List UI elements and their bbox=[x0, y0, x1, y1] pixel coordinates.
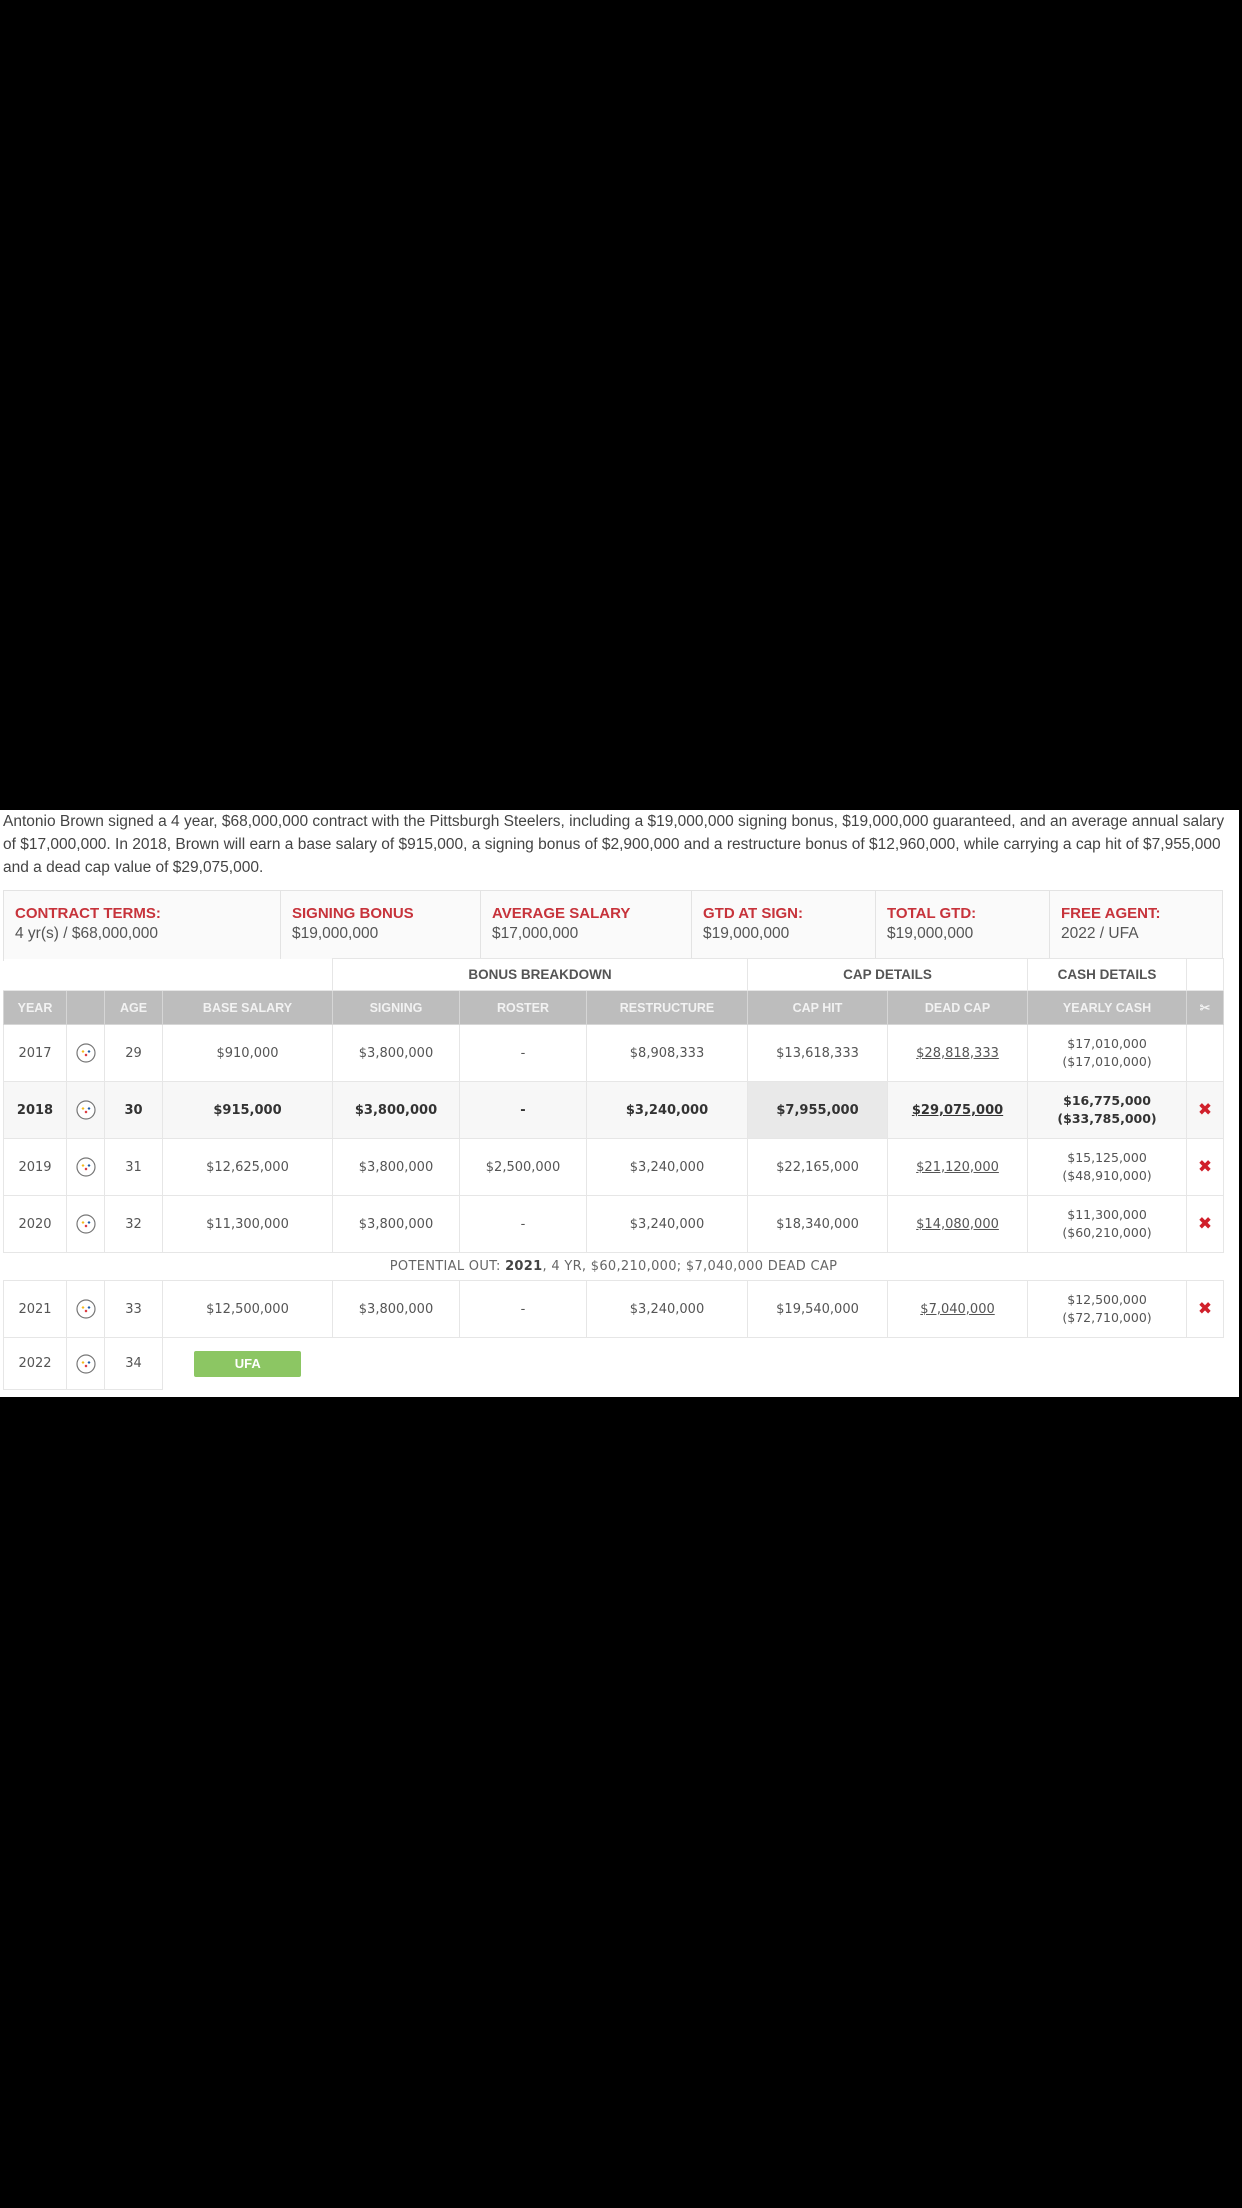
cut-icon[interactable]: ✖ bbox=[1197, 1214, 1213, 1234]
cell-year: 2020 bbox=[4, 1196, 67, 1253]
cell-roster: $2,500,000 bbox=[460, 1139, 587, 1196]
cell-age: 32 bbox=[105, 1196, 163, 1253]
cell-year: 2021 bbox=[4, 1281, 67, 1338]
cell-age: 34 bbox=[105, 1338, 163, 1390]
cell-dead-cap bbox=[888, 1196, 1028, 1253]
col-dead-cap[interactable]: DEAD CAP bbox=[888, 991, 1028, 1025]
cell-age: 30 bbox=[105, 1082, 163, 1139]
term-value: $19,000,000 bbox=[292, 925, 379, 942]
cell-restructure: $3,240,000 bbox=[587, 1281, 748, 1338]
col-base-salary[interactable]: BASE SALARY bbox=[163, 991, 333, 1025]
cell-signing: $3,800,000 bbox=[333, 1196, 460, 1253]
yearly-cash: $17,010,000 bbox=[1067, 1036, 1147, 1051]
potential-out-year: 2021 bbox=[505, 1259, 543, 1274]
cell-roster: - bbox=[460, 1082, 587, 1139]
cumulative-cash: ($17,010,000) bbox=[1062, 1054, 1152, 1069]
term-label: TOTAL GTD: bbox=[887, 905, 977, 922]
steelers-logo-icon bbox=[76, 1354, 96, 1374]
cell-team bbox=[67, 1082, 105, 1139]
cell-dead-cap bbox=[888, 1082, 1028, 1139]
dead-cap-link[interactable]: $14,080,000 bbox=[916, 1216, 999, 1232]
group-bonus-breakdown: BONUS BREAKDOWN bbox=[333, 959, 748, 991]
cut-icon[interactable]: ✖ bbox=[1197, 1100, 1213, 1120]
table-row bbox=[4, 1025, 1224, 1082]
col-cap-hit[interactable]: CAP HIT bbox=[748, 991, 888, 1025]
term-signing-bonus bbox=[280, 891, 480, 960]
cell-roster: - bbox=[460, 1025, 587, 1082]
contract-panel bbox=[0, 810, 1242, 1397]
group-header-row bbox=[4, 959, 1224, 991]
cell-age: 33 bbox=[105, 1281, 163, 1338]
term-value: $19,000,000 bbox=[703, 925, 790, 942]
cell-dead-cap bbox=[888, 1025, 1028, 1082]
cell-yearly-cash bbox=[1028, 1082, 1187, 1139]
cell-cap-hit: $22,165,000 bbox=[748, 1139, 888, 1196]
cell-signing: $3,800,000 bbox=[333, 1139, 460, 1196]
potential-out-prefix: POTENTIAL OUT: bbox=[389, 1259, 506, 1274]
yearly-cash: $15,125,000 bbox=[1067, 1150, 1147, 1165]
contract-table bbox=[3, 958, 1224, 1390]
cell-cut bbox=[1187, 1139, 1224, 1196]
dead-cap-link[interactable]: $21,120,000 bbox=[916, 1159, 999, 1175]
cell-restructure: $3,240,000 bbox=[587, 1139, 748, 1196]
cell-team bbox=[67, 1025, 105, 1082]
cumulative-cash: ($72,710,000) bbox=[1062, 1310, 1152, 1325]
cell-cut bbox=[1187, 1082, 1224, 1139]
term-value: $17,000,000 bbox=[492, 925, 579, 942]
cell-cut bbox=[1187, 1196, 1224, 1253]
cell-yearly-cash bbox=[1028, 1025, 1187, 1082]
steelers-logo-icon bbox=[76, 1100, 96, 1120]
cell-restructure: $8,908,333 bbox=[587, 1025, 748, 1082]
cut-icon[interactable]: ✖ bbox=[1197, 1299, 1213, 1319]
dead-cap-link[interactable]: $28,818,333 bbox=[916, 1045, 999, 1061]
table-row bbox=[4, 1082, 1224, 1139]
term-free-agent bbox=[1049, 891, 1222, 960]
cumulative-cash: ($48,910,000) bbox=[1062, 1168, 1152, 1183]
cell-year: 2019 bbox=[4, 1139, 67, 1196]
col-restructure[interactable]: RESTRUCTURE bbox=[587, 991, 748, 1025]
col-yearly-cash[interactable]: YEARLY CASH bbox=[1028, 991, 1187, 1025]
cell-signing: $3,800,000 bbox=[333, 1281, 460, 1338]
potential-out-row bbox=[4, 1253, 1224, 1281]
steelers-logo-icon bbox=[76, 1043, 96, 1063]
cell-roster: - bbox=[460, 1196, 587, 1253]
cell-base-salary: $11,300,000 bbox=[163, 1196, 333, 1253]
term-value: $19,000,000 bbox=[887, 925, 974, 942]
cell-base-salary: $915,000 bbox=[163, 1082, 333, 1139]
term-contract bbox=[4, 891, 280, 960]
col-signing[interactable]: SIGNING bbox=[333, 991, 460, 1025]
col-age[interactable]: AGE bbox=[105, 991, 163, 1025]
cell-year: 2022 bbox=[4, 1338, 67, 1390]
cell-cap-hit: $18,340,000 bbox=[748, 1196, 888, 1253]
cell-restructure: $3,240,000 bbox=[587, 1082, 748, 1139]
term-label: GTD AT SIGN: bbox=[703, 905, 803, 922]
cumulative-cash: ($33,785,000) bbox=[1057, 1111, 1157, 1126]
cumulative-cash: ($60,210,000) bbox=[1062, 1225, 1152, 1240]
cell-ufa bbox=[163, 1338, 333, 1390]
cell-team bbox=[67, 1196, 105, 1253]
yearly-cash: $11,300,000 bbox=[1067, 1207, 1147, 1222]
term-average-salary bbox=[480, 891, 691, 960]
term-gtd-at-sign bbox=[691, 891, 875, 960]
group-cap-details: CAP DETAILS bbox=[748, 959, 1028, 991]
cell-base-salary: $910,000 bbox=[163, 1025, 333, 1082]
cell-restructure: $3,240,000 bbox=[587, 1196, 748, 1253]
cell-year: 2018 bbox=[4, 1082, 67, 1139]
term-label: SIGNING BONUS bbox=[292, 905, 414, 922]
col-roster[interactable]: ROSTER bbox=[460, 991, 587, 1025]
cut-icon[interactable]: ✖ bbox=[1197, 1157, 1213, 1177]
term-label: AVERAGE SALARY bbox=[492, 905, 631, 922]
cell-team bbox=[67, 1281, 105, 1338]
cell-base-salary: $12,500,000 bbox=[163, 1281, 333, 1338]
cell-dead-cap bbox=[888, 1281, 1028, 1338]
term-total-gtd bbox=[875, 891, 1049, 960]
col-team bbox=[67, 991, 105, 1025]
cell-yearly-cash bbox=[1028, 1281, 1187, 1338]
cell-base-salary: $12,625,000 bbox=[163, 1139, 333, 1196]
contract-summary: Antonio Brown signed a 4 year, $68,000,000 contract with the Pittsburgh Steelers, including a $19,000,000 signing bonus, $19,000,000 guaranteed, and an average annual salary of $17,000,000. In 2018, Brown will earn a base salary of $915,000, a signing bonus of $2,900,000 and a restructure bonus of $12,960,000, while carrying a cap hit of $7,955,000 and a dead cap value of $29,075,000. bbox=[3, 813, 1225, 876]
column-header-row bbox=[4, 991, 1224, 1025]
cell-signing: $3,800,000 bbox=[333, 1082, 460, 1139]
steelers-logo-icon bbox=[76, 1214, 96, 1234]
cell-cut bbox=[1187, 1025, 1224, 1082]
cell-signing: $3,800,000 bbox=[333, 1025, 460, 1082]
dead-cap-link[interactable]: $29,075,000 bbox=[911, 1102, 1004, 1118]
table-row-ufa bbox=[4, 1338, 1224, 1390]
term-value: 4 yr(s) / $68,000,000 bbox=[15, 925, 159, 942]
term-label: FREE AGENT: bbox=[1061, 905, 1161, 922]
cell-yearly-cash bbox=[1028, 1196, 1187, 1253]
table-row bbox=[4, 1196, 1224, 1253]
cell-cap-hit: $7,955,000 bbox=[748, 1082, 888, 1139]
term-value: 2022 / UFA bbox=[1061, 925, 1139, 942]
table-row bbox=[4, 1139, 1224, 1196]
steelers-logo-icon bbox=[76, 1299, 96, 1319]
cell-age: 31 bbox=[105, 1139, 163, 1196]
yearly-cash: $12,500,000 bbox=[1067, 1292, 1147, 1307]
potential-out-note bbox=[4, 1253, 1224, 1281]
dead-cap-link[interactable]: $7,040,000 bbox=[920, 1301, 995, 1317]
cell-yearly-cash bbox=[1028, 1139, 1187, 1196]
cell-cap-hit: $13,618,333 bbox=[748, 1025, 888, 1082]
potential-out-suffix: , 4 YR, $60,210,000; $7,040,000 DEAD CAP bbox=[542, 1259, 838, 1274]
contract-terms-bar bbox=[3, 890, 1223, 961]
col-year[interactable]: YEAR bbox=[4, 991, 67, 1025]
ufa-badge: UFA bbox=[194, 1351, 301, 1377]
table-row bbox=[4, 1281, 1224, 1338]
cell-cap-hit: $19,540,000 bbox=[748, 1281, 888, 1338]
term-label: CONTRACT TERMS: bbox=[15, 905, 161, 922]
yearly-cash: $16,775,000 bbox=[1063, 1093, 1151, 1108]
cell-cut bbox=[1187, 1281, 1224, 1338]
cell-team bbox=[67, 1139, 105, 1196]
cell-team bbox=[67, 1338, 105, 1390]
steelers-logo-icon bbox=[76, 1157, 96, 1177]
cell-roster: - bbox=[460, 1281, 587, 1338]
cell-dead-cap bbox=[888, 1139, 1028, 1196]
scissors-icon: ✂ bbox=[1187, 991, 1224, 1025]
group-cash-details: CASH DETAILS bbox=[1028, 959, 1187, 991]
cell-age: 29 bbox=[105, 1025, 163, 1082]
cell-year: 2017 bbox=[4, 1025, 67, 1082]
